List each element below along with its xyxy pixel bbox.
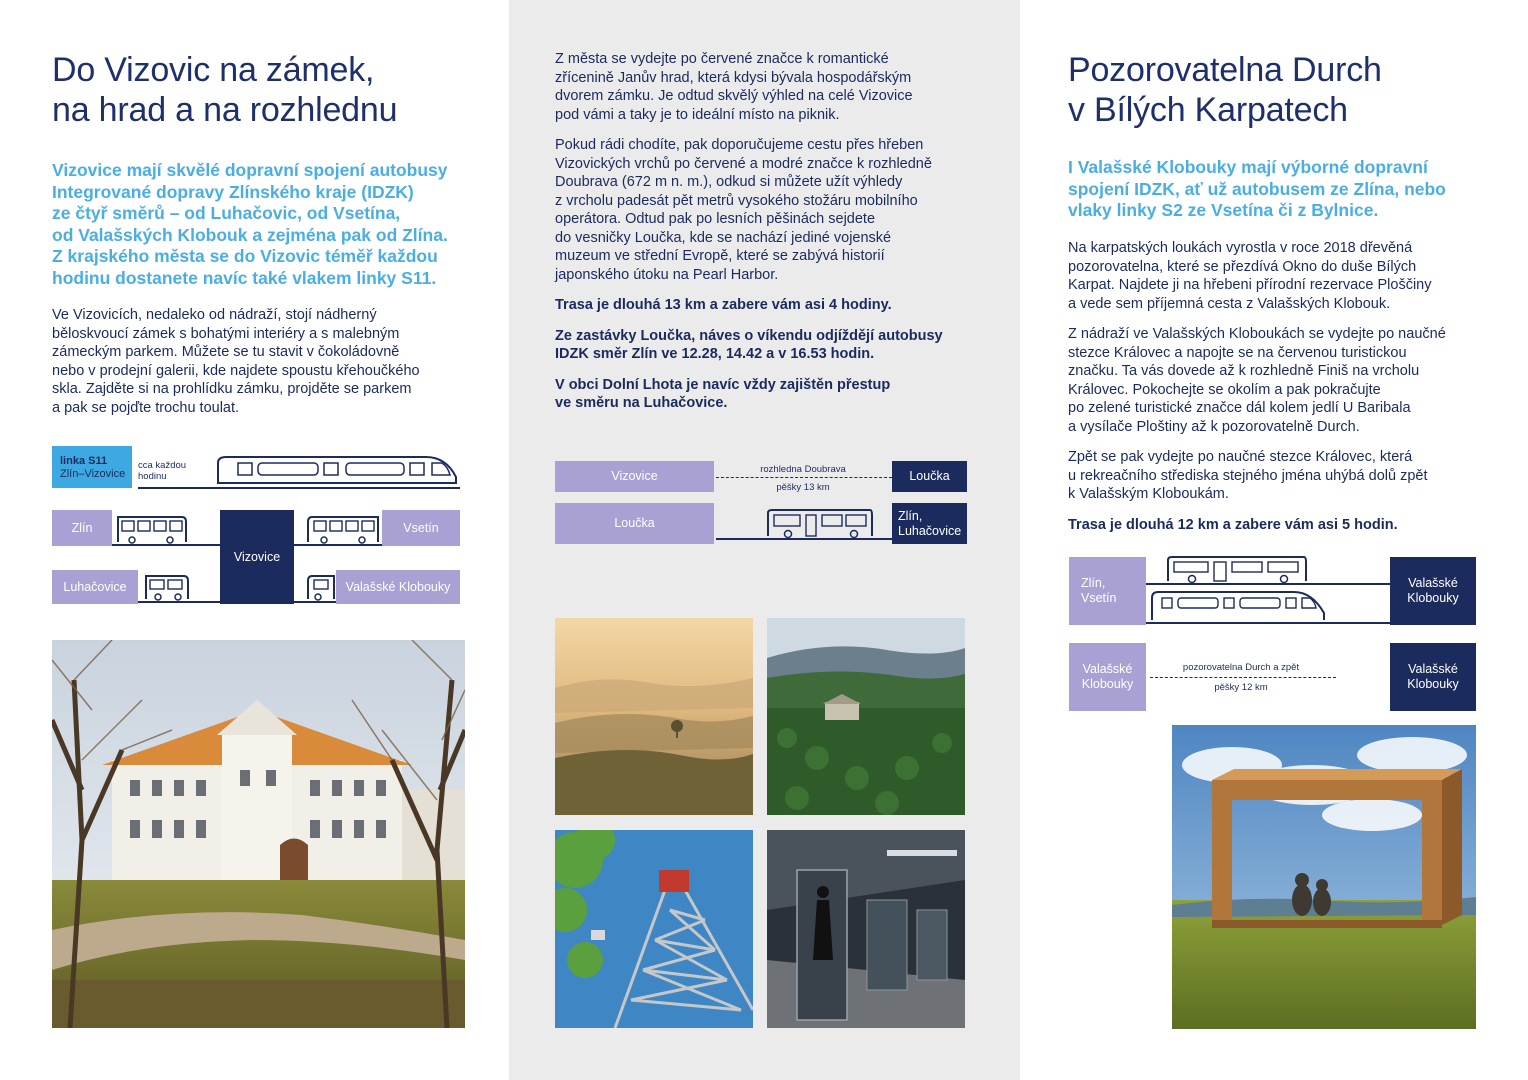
left-title-line-2: na hrad a na rozhlednu	[52, 91, 398, 129]
train-line-right	[1146, 622, 1390, 624]
hub-vizovice: Vizovice	[220, 510, 294, 604]
stop-zlin: Zlín	[52, 510, 112, 546]
bus-icon	[144, 573, 190, 601]
stop-vizovice-start: Vizovice	[555, 461, 714, 492]
photo-misty-hills	[555, 618, 753, 815]
middle-route-length: Trasa je dlouhá 13 km a zabere vám asi 4 hodiny.	[555, 297, 892, 313]
right-title-line-1: Pozorovatelna Durch	[1068, 51, 1382, 89]
stop-valasske-klobouky-end: Valašské Klobouky	[1390, 643, 1476, 711]
bus-icon	[304, 573, 336, 601]
walk-label-top: rozhledna Doubrava	[760, 464, 846, 475]
frequency-label: cca každou hodinu	[138, 460, 187, 482]
photo-vizovice-chateau	[52, 640, 465, 1028]
train-icon	[1150, 589, 1326, 622]
walk-label-bottom-right: pěšky 12 km	[1214, 682, 1268, 693]
photo-pearl-harbor-museum	[767, 830, 965, 1028]
photo-doubrava-tower	[555, 830, 753, 1028]
right-paragraph-1: Na karpatských loukách vyrostla v roce 2018 dřevěná pozorovatelna, které se přezdívá Okno do duše Bílých Karpat. Najdete ji na hřebeni přírodní rezervace Ploščiny a vede sem příjemná cesta z Valašských Klobouk.	[1068, 240, 1432, 312]
middle-transfer-note: V obci Dolní Lhota je navíc vždy zajištěn přestup ve směru na Luhačovice.	[555, 376, 891, 411]
stop-vsetin: Vsetín	[382, 510, 460, 546]
train-track-line	[138, 487, 460, 489]
middle-text	[555, 50, 975, 425]
left-lead: Vizovice mají skvělé dopravní spojení autobusy Integrované dopravy Zlínského kraje (IDZK) ze čtyř směrů – od Luhačovic, od Vsetína, od Valašských Klobouk a zejména pak od Zlína. Z krajského města se do Vizovic téměř každou hodinu dostanete navíc také vlakem linky S11.	[52, 160, 448, 288]
stop-loucka-start: Loučka	[555, 503, 714, 544]
bus-line-luhacovice	[138, 601, 220, 603]
right-title	[1068, 50, 1382, 130]
walk-label-bottom: pěšky 13 km	[776, 482, 830, 493]
bus-line-loucka	[716, 538, 892, 540]
bus-icon	[116, 514, 188, 544]
line-s11-badge: linka S11 Zlín–Vizovice	[52, 446, 132, 488]
walk-label-top-right: pozorovatelna Durch a zpět	[1182, 662, 1300, 673]
right-paragraph-3: Zpět se pak vydejte po naučné stezce Královec, která u rekreačního střediska stejného jména uhýbá dolů zpět k Valašským Kloboukám.	[1068, 449, 1428, 502]
stop-valasske-klobouky-start: Valašské Klobouky	[1069, 643, 1146, 711]
right-body	[1068, 239, 1498, 546]
bus-icon	[766, 507, 874, 538]
bus-icon	[1166, 554, 1308, 583]
right-lead: I Valašské Klobouky mají výborné dopravní spojení IDZK, ať už autobusem ze Zlína, nebo vlaky linky S2 ze Vsetína či z Bylnice.	[1068, 157, 1446, 220]
stop-valasske-klobouky: Valašské Klobouky	[336, 570, 460, 604]
left-title-line-1: Do Vizovic na zámek,	[52, 51, 375, 89]
stop-luhacovice: Luhačovice	[52, 570, 138, 604]
stop-valasske-klobouky-dest: Valašské Klobouky	[1390, 557, 1476, 625]
right-route-length: Trasa je dlouhá 12 km a zabere vám asi 5 hodin.	[1068, 516, 1398, 533]
walk-dashed-line-right	[1150, 677, 1336, 678]
walk-dashed-line	[716, 477, 892, 478]
bus-line-zlin	[112, 544, 220, 546]
stop-loucka-end: Loučka	[892, 461, 967, 492]
train-icon	[214, 453, 460, 487]
right-paragraph-2: Z nádraží ve Valašských Kloboukách se vydejte po naučné stezce Královec a napojte se na červenou turistickou značku. Ta vás dovede až k rozhledně Finiš na vrcholu Královec. Pokochejte se okolím a pak pokračujte po zelené turistické značce dál kolem jedlí U Baribala a vysílače Ploštiny až k pozorovatelně Durch.	[1068, 326, 1446, 435]
left-title	[52, 50, 397, 130]
bus-line-vsetin	[294, 544, 382, 546]
bus-line-right	[1146, 583, 1390, 585]
middle-bus-times: Ze zastávky Loučka, náves o víkendu odjíždějí autobusy IDZK směr Zlín ve 12.28, 14.42 a v 16.53 hodin.	[555, 327, 943, 362]
right-title-line-2: v Bílých Karpatech	[1068, 91, 1348, 129]
bus-line-valasske-klobouky	[294, 601, 336, 603]
bus-icon	[302, 514, 380, 544]
middle-paragraph-1: Z města se vydejte po červené značce k romantické zřícenině Janův hrad, která kdysi bývala hospodářským dvorem zámku. Je odtud skvělý výhled na celé Vizovice pod vámi a taky je to ideální místo na piknik.	[555, 51, 913, 123]
photo-janov-hrad-ruin	[767, 618, 965, 815]
photo-pozorovatelna-durch	[1172, 725, 1476, 1029]
middle-paragraph-2: Pokud rádi chodíte, pak doporučujeme cestu přes hřeben Vizovických vrchů po červené a modré značce k rozhledně Doubrava (672 m n. m.), odkud si můžete užít výhledy z vrcholu padesát pět metrů vysokého stožáru mobilního operátora. Odtud pak po lesních pěšinách sejdete do vesničky Loučka, kde se nachází jediné vojenské muzeum ve střední Evropě, které se zabývá historií japonského útoku na Pearl Harbor.	[555, 137, 932, 283]
stop-zlin-luhacovice: Zlín, Luhačovice	[892, 503, 967, 544]
left-body: Ve Vizovicích, nedaleko od nádraží, stojí nádherný běloskvoucí zámek s bohatými interiéry a s malebným zámeckým parkem. Můžete se tu stavit v čokoládovně nebo v prodejní galerii, kde najdete spoustu křehoučkého skla. Zajděte si na prohlídku zámku, projděte se parkem a pak se pojďte trochu toulat.	[52, 307, 420, 416]
stop-zlin-vsetin: Zlín, Vsetín	[1069, 557, 1146, 625]
